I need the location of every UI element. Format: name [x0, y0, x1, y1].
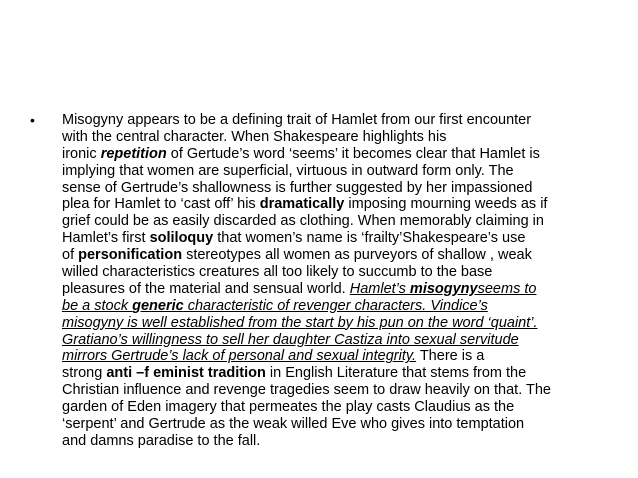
text-line	[62, 348, 624, 365]
text-run: There is a	[416, 348, 485, 365]
text-run: mirrors Gertrude’s lack of personal and sexual integrity.	[62, 348, 417, 365]
text-run: ironic	[62, 145, 101, 162]
text-line	[62, 264, 624, 281]
text-run: Misogyny appears to be a defining trait of Hamlet from our first encounter	[62, 112, 532, 128]
text-run: implying that women are superficial, virtuous in outward form only. The	[62, 162, 514, 179]
text-line	[62, 298, 624, 315]
bullet-marker: •	[30, 112, 35, 128]
text-line	[62, 416, 624, 433]
text-line	[62, 213, 624, 230]
text-run: garden of Eden imagery that permeates the play casts Claudius as the	[62, 399, 515, 416]
text-run: of	[62, 247, 79, 264]
text-run: Hamlet’s	[349, 280, 410, 297]
emphasis-term: generic	[132, 297, 184, 314]
emphasis-term: repetition	[100, 145, 167, 162]
emphasis-term: soliloquy	[149, 230, 214, 247]
emphasis-term: misogyny	[409, 280, 478, 297]
emphasis-term: dramatically	[259, 196, 345, 213]
text-line	[62, 247, 624, 264]
text-run: ‘serpent’ and Gertrude as the weak willed Eve who gives into temptation	[62, 416, 525, 433]
text-line	[62, 180, 624, 197]
text-run: misogyny is well established from the start by his pun on the word ‘quaint’.	[62, 314, 538, 331]
text-run: be a stock	[62, 297, 133, 314]
text-run: and damns paradise to the fall.	[62, 432, 261, 449]
text-line	[62, 281, 624, 298]
text-line	[62, 365, 624, 382]
text-run: in English Literature that stems from the	[265, 365, 527, 382]
bullet-paragraph	[62, 112, 624, 450]
text-run: stereotypes all women as purveyors of shallow , weak	[182, 247, 532, 264]
text-line	[62, 315, 624, 332]
text-run: seems to	[477, 280, 537, 297]
text-run: sense of Gertrude’s shallowness is further suggested by her impassioned	[62, 179, 533, 196]
text-run: Hamlet’s first	[62, 230, 150, 247]
text-run: that women’s name is ‘frailty’Shakespeare’s use	[213, 230, 526, 247]
emphasis-term: anti –f eminist tradition	[106, 365, 266, 382]
text-run: of Gertude’s word ‘seems’ it becomes clear that Hamlet is	[166, 145, 540, 162]
text-line	[62, 433, 624, 450]
text-line	[62, 146, 624, 163]
emphasis-term: personification	[78, 247, 183, 264]
text-run: Christian influence and revenge tragedies seem to draw heavily on that. The	[62, 382, 551, 399]
text-run: willed characteristics creatures all too likely to succumb to the base	[62, 264, 493, 281]
text-line	[62, 382, 624, 399]
text-line	[62, 196, 624, 213]
text-line	[62, 230, 624, 247]
text-line	[62, 399, 624, 416]
text-run: with the central character. When Shakespeare highlights his	[62, 128, 447, 145]
text-line	[62, 163, 624, 180]
text-run: grief could be as easily discarded as clothing. When memorably claiming in	[62, 213, 544, 230]
text-run: Gratiano’s willingness to sell her daughter Castiza into sexual servitude	[62, 331, 519, 348]
text-line	[62, 332, 624, 349]
text-run: plea for Hamlet to ‘cast off’ his	[62, 196, 260, 213]
text-run: strong	[62, 365, 107, 382]
text-run: imposing mourning weeds as if	[344, 196, 548, 213]
text-run: pleasures of the material and sensual world.	[62, 280, 350, 297]
text-line	[62, 129, 624, 146]
text-run: characteristic of revenger characters. Vindice’s	[183, 297, 488, 314]
text-line	[62, 112, 624, 129]
